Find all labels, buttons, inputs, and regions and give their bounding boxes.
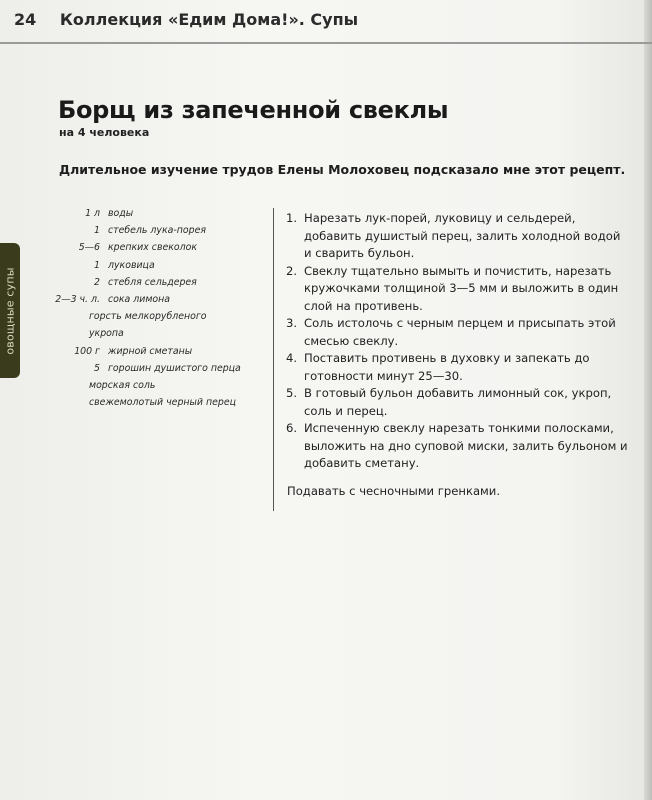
step-item [286, 420, 631, 473]
ingredient-name: крепких свеколок [108, 242, 198, 254]
book-title: Коллекция «Едим Дома!». Супы [59, 10, 359, 29]
step-number: 6. [286, 421, 298, 435]
step-number: 3. [286, 316, 298, 330]
ingredient-name: воды [108, 208, 134, 219]
ingredient-qty: 1 [94, 225, 100, 237]
step-text: В готовый бульон добавить лимонный сок, укроп, соль и перец. [304, 386, 612, 418]
ingredient-row [52, 225, 272, 242]
ingredient-qty: 2—3 ч. л. [55, 293, 100, 305]
ingredient-name: свежемолотый черный перец [89, 397, 236, 409]
step-item [286, 263, 631, 316]
ingredient-list [52, 208, 272, 414]
column-divider [273, 208, 274, 511]
recipe-intro: Длительное изучение трудов Елены Молоховец подсказало мне этот рецепт. [59, 162, 626, 177]
ingredient-row [52, 328, 272, 345]
ingredient-name: горошин душистого перца [108, 362, 241, 374]
step-text: Нарезать лук-порей, луковицу и сельдерей, добавить душистый перец, залить холодной водой и сварить бульон. [304, 211, 621, 260]
ingredient-row [52, 311, 272, 328]
ingredient-name: морская соль [89, 379, 156, 391]
step-number: 2. [286, 263, 298, 278]
ingredient-row [52, 277, 272, 294]
ingredient-name: горсть мелкорубленого [89, 311, 207, 323]
ingredient-row [52, 260, 272, 277]
ingredient-qty: 5—6 [78, 242, 100, 254]
step-item [286, 210, 631, 263]
ingredient-name: стебель лука-порея [108, 225, 206, 237]
step-text: Соль истолочь с черным перцем и присыпать этой смесью свеклу. [304, 316, 616, 348]
ingredient-name: укропа [89, 328, 124, 340]
step-item [286, 385, 631, 420]
step-text: Свеклу тщательно вымыть и почистить, нарезать кружочками толщиной 3—5 мм и выложить в один слой на противень. [304, 263, 619, 313]
ingredient-row [52, 363, 272, 380]
ingredient-qty: 1 л [85, 208, 100, 219]
header-rule [0, 42, 652, 44]
section-tab [0, 243, 20, 378]
recipe-servings: на 4 человека [59, 126, 150, 139]
ingredient-name: сока лимона [108, 293, 171, 305]
ingredient-qty: 2 [94, 276, 100, 288]
ingredient-name: стебля сельдерея [108, 276, 197, 288]
ingredient-qty: 1 [94, 259, 100, 271]
ingredient-row [52, 294, 272, 311]
step-number: 4. [286, 351, 298, 365]
step-number: 5. [286, 386, 298, 400]
ingredient-qty: 5 [94, 362, 100, 374]
step-item [286, 315, 631, 350]
ingredient-name: жирной сметаны [108, 345, 193, 357]
running-header [14, 10, 358, 29]
page-number: 24 [14, 10, 37, 29]
recipe-title: Борщ из запеченной свеклы [58, 96, 449, 124]
section-tab-label: овощные супы [3, 266, 17, 355]
ingredient-qty: 100 г [74, 345, 100, 357]
ingredient-name: луковица [108, 259, 155, 271]
page-edge [644, 0, 652, 800]
serving-note: Подавать с чесночными гренками. [287, 484, 501, 498]
ingredient-row [52, 397, 272, 414]
ingredient-row [52, 380, 272, 397]
ingredient-row [52, 346, 272, 363]
step-item [286, 350, 631, 385]
ingredient-row [52, 208, 272, 225]
step-text: Испеченную свеклу нарезать тонкими полосками, выложить на дно суповой миски, залить бульоном и добавить сметану. [304, 421, 628, 470]
step-list [286, 210, 631, 473]
step-text: Поставить противень в духовку и запекать до готовности минут 25—30. [304, 351, 590, 383]
ingredient-row [52, 242, 272, 259]
step-number: 1. [286, 211, 298, 225]
